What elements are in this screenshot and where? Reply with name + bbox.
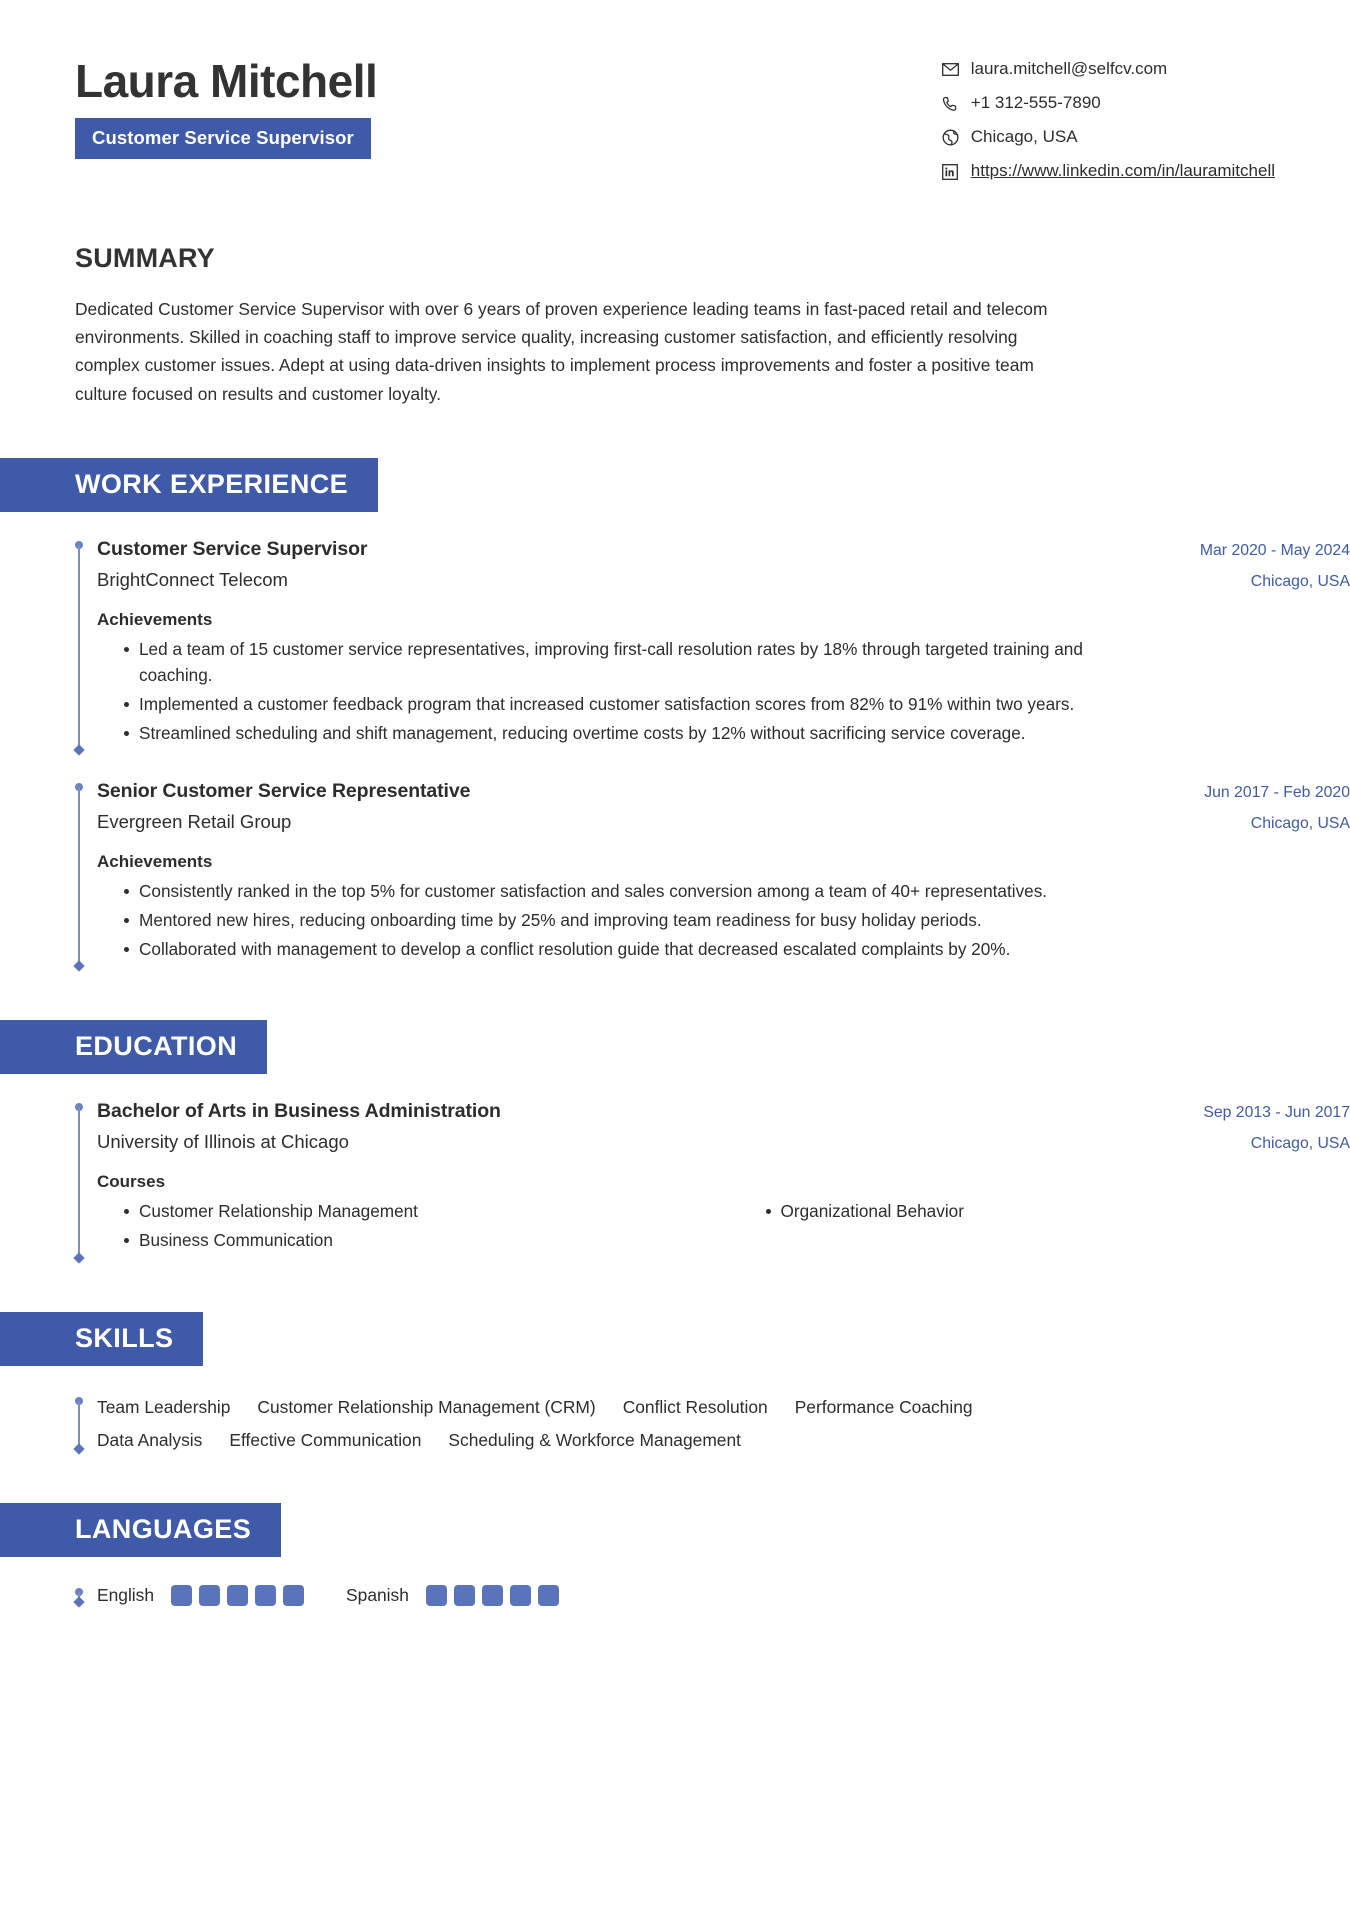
language-level-meter — [426, 1585, 559, 1606]
language-item — [97, 1585, 304, 1606]
timeline-line — [78, 787, 80, 966]
contact-email-text: laura.mitchell@selfcv.com — [970, 59, 1168, 79]
work-entry-organization: Evergreen Retail Group — [97, 811, 292, 833]
skill-item: Customer Relationship Management (CRM) — [257, 1396, 596, 1417]
contact-item-linkedin[interactable] — [941, 162, 1275, 181]
skills-section — [0, 1312, 1350, 1366]
education-entry-date: Sep 2013 - Jun 2017 — [1203, 1104, 1350, 1122]
list-item: Business Communication — [97, 1227, 709, 1254]
work-entry-header — [97, 538, 1350, 561]
work-experience-list — [0, 538, 1350, 971]
work-entry-bullets — [97, 636, 1350, 747]
work-entry-date: Jun 2017 - Feb 2020 — [1204, 784, 1350, 802]
spacer — [75, 754, 1350, 780]
list-item: Mentored new hires, reducing onboarding time by 25% and improving team readiness for busy holiday periods. — [97, 907, 1107, 934]
language-level-meter — [171, 1585, 304, 1606]
resume-header — [0, 0, 1350, 181]
contact-item-phone — [941, 94, 1101, 113]
list-item: Led a team of 15 customer service representatives, improving first-call resolution rates by 18% through targeted training and coaching. — [97, 636, 1107, 689]
list-item: Organizational Behavior — [739, 1198, 1350, 1225]
work-entry-location: Chicago, USA — [1250, 572, 1350, 590]
work-experience-section — [0, 458, 1350, 512]
work-entry-date: Mar 2020 - May 2024 — [1199, 541, 1350, 559]
work-entry-bullets — [97, 878, 1350, 962]
work-entry — [75, 538, 1350, 755]
work-experience-heading: WORK EXPERIENCE — [0, 458, 378, 512]
education-list — [0, 1100, 1350, 1261]
education-heading: EDUCATION — [0, 1020, 267, 1074]
languages-list — [0, 1585, 1350, 1606]
timeline-line — [78, 545, 80, 751]
page-title: Laura Mitchell — [75, 55, 378, 107]
contact-location-text: Chicago, USA — [970, 127, 1078, 147]
language-level-square — [482, 1585, 503, 1606]
work-entry-achievements-label: Achievements — [97, 609, 213, 629]
work-entry-title: Customer Service Supervisor — [97, 537, 368, 560]
work-entry — [75, 780, 1350, 970]
language-level-square — [255, 1585, 276, 1606]
list-item: Streamlined scheduling and shift management, reducing overtime costs by 12% without sacrificing service coverage. — [97, 720, 1107, 747]
contact-item-location — [941, 128, 1078, 147]
email-icon — [941, 60, 960, 79]
language-name: English — [97, 1584, 155, 1605]
skills-row — [97, 1394, 1350, 1420]
job-title-badge: Customer Service Supervisor — [75, 118, 371, 159]
education-course-list — [97, 1198, 1350, 1255]
education-entry-degree: Bachelor of Arts in Business Administration — [97, 1100, 501, 1123]
timeline-diamond-icon — [73, 1443, 84, 1454]
skill-item: Team Leadership — [97, 1396, 231, 1417]
skill-item: Conflict Resolution — [622, 1396, 768, 1417]
list-item: Collaborated with management to develop a conflict resolution guide that decreased escalated complaints by 20%. — [97, 936, 1107, 963]
contact-phone-text: +1 312-555-7890 — [970, 93, 1101, 113]
header-identity — [75, 48, 377, 159]
linkedin-icon — [941, 162, 960, 181]
language-level-square — [454, 1585, 475, 1606]
language-level-square — [171, 1585, 192, 1606]
education-entry-school: University of Illinois at Chicago — [97, 1131, 349, 1153]
summary-text: Dedicated Customer Service Supervisor with over 6 years of proven experience leading teams in fast-paced retail and telecom environments. Skilled in coaching staff to improve service quality, increasing customer satisfaction, and efficiently resolving complex customer issues. Adept at using data-driven insights to implement process improvements and foster a positive team culture focused on results and customer loyalty. — [75, 299, 1048, 404]
education-entry — [75, 1100, 1350, 1261]
skills-list — [0, 1394, 1350, 1453]
language-level-square — [510, 1585, 531, 1606]
contact-item-email — [941, 60, 1167, 79]
language-name: Spanish — [346, 1584, 409, 1605]
timeline-line — [78, 1401, 80, 1449]
language-level-square — [283, 1585, 304, 1606]
language-level-square — [227, 1585, 248, 1606]
language-level-square — [426, 1585, 447, 1606]
languages-heading: LANGUAGES — [0, 1503, 281, 1557]
summary-section — [0, 181, 1350, 408]
contact-list — [941, 48, 1275, 181]
globe-icon — [941, 128, 960, 147]
education-entry-header — [97, 1100, 1350, 1123]
work-entry-header — [97, 780, 1350, 803]
phone-icon — [941, 94, 960, 113]
work-entry-organization: BrightConnect Telecom — [97, 568, 288, 590]
education-entry-subheader — [97, 1131, 1350, 1153]
list-item: Implemented a customer feedback program that increased customer satisfaction scores from 82% to 91% within two years. — [97, 691, 1107, 718]
skills-heading: SKILLS — [0, 1312, 203, 1366]
skills-row — [97, 1427, 1350, 1453]
work-entry-subheader — [97, 569, 1350, 591]
summary-heading: SUMMARY — [75, 243, 215, 273]
timeline-diamond-icon — [73, 1252, 84, 1263]
timeline-diamond-icon — [73, 1596, 84, 1607]
language-level-square — [199, 1585, 220, 1606]
education-section — [0, 1020, 1350, 1074]
education-courses-label: Courses — [97, 1172, 166, 1192]
skill-item: Performance Coaching — [794, 1396, 973, 1417]
contact-linkedin-text[interactable]: https://www.linkedin.com/in/lauramitchell — [970, 161, 1275, 181]
work-entry-achievements-label: Achievements — [97, 852, 213, 872]
skill-item: Effective Communication — [229, 1429, 422, 1450]
education-entry-location: Chicago, USA — [1250, 1135, 1350, 1153]
timeline-diamond-icon — [73, 961, 84, 972]
list-item: Consistently ranked in the top 5% for customer satisfaction and sales conversion among a team of 40+ representatives. — [97, 878, 1107, 905]
list-item: Customer Relationship Management — [97, 1198, 709, 1225]
skill-item: Data Analysis — [97, 1429, 203, 1450]
work-entry-subheader — [97, 811, 1350, 833]
skill-item: Scheduling & Workforce Management — [448, 1429, 741, 1450]
languages-section — [0, 1503, 1350, 1557]
work-entry-title: Senior Customer Service Representative — [97, 780, 471, 803]
timeline-diamond-icon — [73, 745, 84, 756]
work-entry-location: Chicago, USA — [1250, 815, 1350, 833]
timeline-line — [78, 1107, 80, 1257]
language-level-square — [538, 1585, 559, 1606]
language-item — [346, 1585, 559, 1606]
